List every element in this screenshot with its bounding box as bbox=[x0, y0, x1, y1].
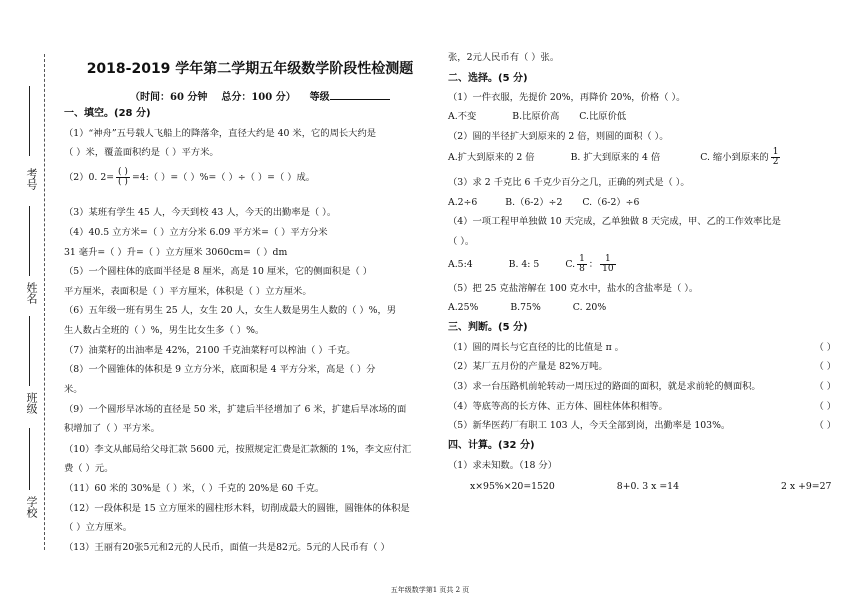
calc-equations bbox=[448, 477, 848, 496]
school-line bbox=[29, 428, 30, 490]
question-6-line-1: （6）五年级一班有男生 25 人，女生 20 人，女生人数是男生人数的（ ）%，男 bbox=[64, 305, 397, 316]
choice-4-options bbox=[448, 255, 848, 274]
question-8-line-1: （8）一个圆锥体的体积是 9 立方分米，底面积是 4 平方分米，高是（ ）分 bbox=[64, 364, 376, 375]
question-8-line-2: 米。 bbox=[64, 384, 83, 395]
judge-3-answer: （ ） bbox=[814, 381, 836, 392]
choice-2-option-b: B. 扩大到原来的 4 倍 bbox=[570, 152, 661, 163]
judge-2-text: （2）某厂五月份的产量是 82%万吨。 bbox=[448, 361, 608, 372]
equation-2: 8+0. 3 x =14 bbox=[616, 481, 679, 492]
judge-2-answer: （ ） bbox=[814, 361, 836, 372]
label-school: 学校 bbox=[25, 496, 38, 518]
choice-3-option-c: C.（6-2）÷6 bbox=[582, 197, 640, 208]
judge-2 bbox=[448, 357, 848, 376]
choice-2-fraction-num: 1 bbox=[772, 147, 779, 157]
question-9-line-2: 积增加了（ ）平方米。 bbox=[64, 423, 160, 434]
question-13-line-2: 张，2元人民币有（ ）张。 bbox=[448, 52, 560, 63]
choice-1: （1）一件衣服，先提价 20%，再降价 20%，价格（ ）。 bbox=[448, 92, 686, 103]
judge-5-answer: （ ） bbox=[814, 420, 836, 431]
choice-2-fraction-den: 2 bbox=[772, 157, 779, 167]
label-student-id: 考号 bbox=[25, 168, 38, 190]
question-5-line-2: 平方厘米，表面积是（ ）平方厘米，体积是（ ）立方厘米。 bbox=[64, 286, 312, 297]
choice-2-options bbox=[448, 148, 848, 167]
choice-3-option-b: B.（6-2）÷2 bbox=[505, 197, 563, 208]
choice-5-option-c: C. 20% bbox=[572, 302, 607, 313]
student-id-line bbox=[29, 86, 30, 156]
choice-2: （2）圆的半径扩大到原来的 2 倍，则圆的面积（ ）。 bbox=[448, 131, 669, 142]
choice-4-line-1: （4）一项工程甲单独做 10 天完成，乙单独做 8 天完成，甲、乙的工作效率比是 bbox=[448, 216, 781, 227]
question-4-line-1: （4）40.5 立方米=（ ）立方分米 6.09 平方米=（ ）平方分米 bbox=[64, 227, 328, 238]
judge-1-answer: （ ） bbox=[814, 342, 836, 353]
question-2-rest: =4:（ ）=（ ）%=（ ）÷（ ）=（ ）成。 bbox=[131, 172, 316, 183]
judge-4 bbox=[448, 397, 848, 416]
question-4-line-2: 31 毫升=（ ）升=（ ）立方厘米 3060cm=（ ）dm bbox=[64, 247, 288, 258]
label-class: 班级 bbox=[25, 392, 38, 414]
choice-5-option-b: B.75% bbox=[510, 302, 541, 313]
choice-2-option-a: A.扩大到原来的 2 倍 bbox=[448, 152, 535, 163]
choice-4-fraction-2-num: 1 bbox=[600, 255, 615, 265]
question-1-line-2: （ ）米，覆盖面积约是（ ）平方米。 bbox=[64, 147, 219, 158]
exam-subtitle bbox=[130, 88, 430, 103]
section-judge: 三、判断。(5 分) bbox=[448, 322, 528, 333]
judge-5-text: （5）新华医药厂有职工 103 人，今天全部到岗，出勤率是 103%。 bbox=[448, 420, 731, 431]
judge-4-text: （4）等底等高的长方体、正方体、圆柱体体积相等。 bbox=[448, 401, 668, 412]
judge-3 bbox=[448, 377, 848, 396]
name-line bbox=[29, 206, 30, 276]
calc-1-heading: （1）求未知数。（18 分） bbox=[448, 460, 558, 471]
question-12-line-1: （12）一段体积是 15 立方厘米的圆柱形木料，切削成最大的圆锥，圆锥体的体积是 bbox=[64, 503, 410, 514]
question-12-line-2: （ ）立方厘米。 bbox=[64, 522, 133, 533]
class-line bbox=[29, 316, 30, 386]
choice-4-fraction-2 bbox=[600, 255, 615, 274]
choice-2-option-c: C. 缩小到原来的 bbox=[700, 152, 769, 163]
choice-1-option-b: B.比原价高 bbox=[512, 111, 560, 122]
choice-4-option-b: B. 4: 5 bbox=[508, 259, 540, 270]
question-2-fraction-num: ( ) bbox=[118, 167, 128, 177]
choice-5-options bbox=[448, 298, 848, 317]
question-10-line-1: （10）李文从邮局给父母汇款 5600 元，按照规定汇费是汇款额的 1%，李文应付汇 bbox=[64, 444, 412, 455]
equation-3: 2 x +9=27 bbox=[781, 481, 832, 492]
choice-1-options bbox=[448, 107, 848, 126]
equation-1: x×95%×20=1520 bbox=[470, 481, 555, 492]
choice-4-ratio-sign: ： bbox=[588, 259, 599, 270]
judge-1 bbox=[448, 338, 848, 357]
label-name: 姓名 bbox=[25, 282, 38, 304]
section-choice: 二、选择。(5 分) bbox=[448, 73, 528, 84]
choice-4-option-a: A.5:4 bbox=[448, 259, 473, 270]
section-calculation: 四、计算。(32 分) bbox=[448, 440, 535, 451]
exam-total: 总分：100 分） bbox=[221, 92, 296, 103]
question-9-line-1: （9）一个圆形旱冰场的直径是 50 米，扩建后半径增加了 6 米，扩建后旱冰场的面 bbox=[64, 404, 407, 415]
judge-4-answer: （ ） bbox=[814, 401, 836, 412]
binding-margin bbox=[0, 0, 58, 606]
question-6-line-2: 生人数占全班的（ ）%，男生比女生多（ ）%。 bbox=[64, 325, 265, 336]
choice-4-line-2: （ ）。 bbox=[448, 236, 475, 247]
question-7: （7）油菜籽的出油率是 42%，2100 千克油菜籽可以榨油（ ）千克。 bbox=[64, 345, 356, 356]
choice-3-option-a: A.2÷6 bbox=[448, 197, 478, 208]
page-footer: 五年级数学第1 页共 2 页 bbox=[390, 586, 470, 594]
binding-dashed-line bbox=[44, 54, 45, 550]
question-3: （3）某班有学生 45 人，今天到校 43 人，今天的出勤率是（ ）。 bbox=[64, 207, 337, 218]
choice-1-option-c: C.比原价低 bbox=[579, 111, 627, 122]
grade-blank bbox=[330, 90, 390, 100]
choice-5-option-a: A.25% bbox=[448, 302, 479, 313]
question-2-fraction-den: ( ) bbox=[118, 177, 128, 187]
question-10-line-2: 费（ ）元。 bbox=[64, 463, 114, 474]
question-5-line-1: （5）一个圆柱体的底面半径是 8 厘米，高是 10 厘米，它的侧面积是（ ） bbox=[64, 266, 373, 277]
judge-1-text: （1）圆的周长与它直径的比的比值是 π 。 bbox=[448, 342, 624, 353]
question-2 bbox=[64, 168, 436, 187]
choice-3-options bbox=[448, 193, 848, 212]
question-2-prefix: （2）0. 2= bbox=[64, 172, 115, 183]
exam-grade-label: 等级 bbox=[309, 92, 330, 103]
choice-4-fraction-2-den: 10 bbox=[602, 264, 614, 274]
choice-4-fraction-1-num: 1 bbox=[579, 254, 585, 264]
judge-3-text: （3）求一台压路机前轮转动一周压过的路面的面积，就是求前轮的侧面积。 bbox=[448, 381, 761, 392]
exam-title: 2018-2019 学年第二学期五年级数学阶段性检测题 bbox=[86, 61, 414, 77]
exam-time: （时间：60 分钟 bbox=[130, 92, 208, 103]
choice-2-fraction bbox=[771, 148, 781, 167]
choice-4-fraction-1-den: 8 bbox=[579, 264, 585, 274]
question-11: （11）60 米的 30%是（ ）米，（ ）千克的 20%是 60 千克。 bbox=[64, 483, 325, 494]
question-2-fraction bbox=[116, 168, 130, 187]
choice-4-fraction-1 bbox=[577, 255, 587, 274]
question-13-line-1: （13）王丽有20张5元和2元的人民币，面值一共是82元。5元的人民币有（ ） bbox=[64, 542, 390, 553]
judge-5 bbox=[448, 416, 848, 435]
choice-1-option-a: A.不变 bbox=[448, 111, 477, 122]
choice-3: （3）求 2 千克比 6 千克少百分之几，正确的列式是（ ）。 bbox=[448, 177, 690, 188]
section-fill-blank: 一、填空。(28 分) bbox=[64, 108, 151, 119]
choice-4-option-c: C. bbox=[565, 259, 576, 270]
choice-5: （5）把 25 克盐溶解在 100 克水中，盐水的含盐率是（ ）。 bbox=[448, 283, 699, 294]
question-1-line-1: （1）“神舟”五号载人飞船上的降落伞，直径大约是 40 米，它的周长大约是 bbox=[64, 128, 377, 139]
